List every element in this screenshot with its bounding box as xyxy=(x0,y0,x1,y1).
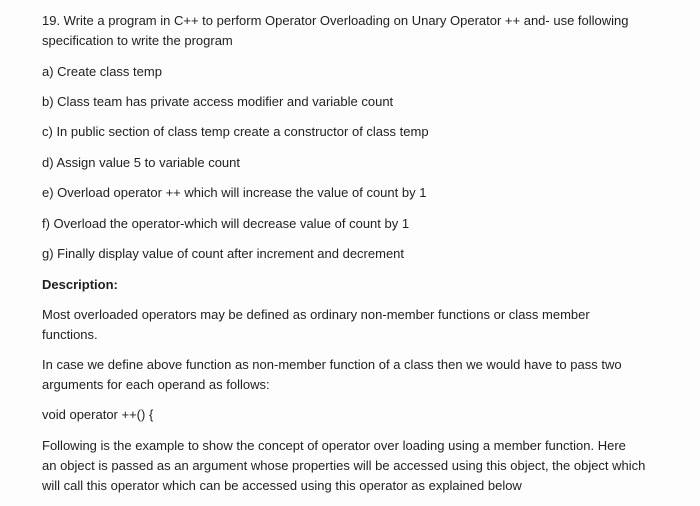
description-para3-line3: will call this operator which can be accessed using this operator as explained below xyxy=(42,478,522,493)
spec-item-d: d) Assign value 5 to variable count xyxy=(42,155,241,170)
description-para3-line1: Following is the example to show the concept of operator over loading using a member function. Here xyxy=(42,438,626,453)
spec-item-b: b) Class team has private access modifier and variable count xyxy=(42,94,394,109)
spec-item-e: e) Overload operator ++ which will increase the value of count by 1 xyxy=(42,185,427,200)
question-line-1: 19. Write a program in C++ to perform Operator Overloading on Unary Operator ++ and- use following xyxy=(42,13,629,28)
description-para3-line2: an object is passed as an argument whose properties will be accessed using this object, the object which xyxy=(42,458,646,473)
description-heading: Description: xyxy=(42,277,118,292)
spec-item-f: f) Overload the operator-which will decrease value of count by 1 xyxy=(42,216,410,231)
description-para1-line1: Most overloaded operators may be defined as ordinary non-member functions or class member xyxy=(42,307,590,322)
spec-item-a: a) Create class temp xyxy=(42,64,162,79)
spec-item-c: c) In public section of class temp create a constructor of class temp xyxy=(42,124,429,139)
description-para1-line2: functions. xyxy=(42,327,98,342)
description-para2-line2: arguments for each operand as follows: xyxy=(42,377,270,392)
spec-item-g: g) Finally display value of count after increment and decrement xyxy=(42,246,405,261)
description-para2-line1: In case we define above function as non-member function of a class then we would have to pass two xyxy=(42,357,622,372)
code-line: void operator ++() { xyxy=(42,407,154,422)
question-line-2: specification to write the program xyxy=(42,33,233,48)
